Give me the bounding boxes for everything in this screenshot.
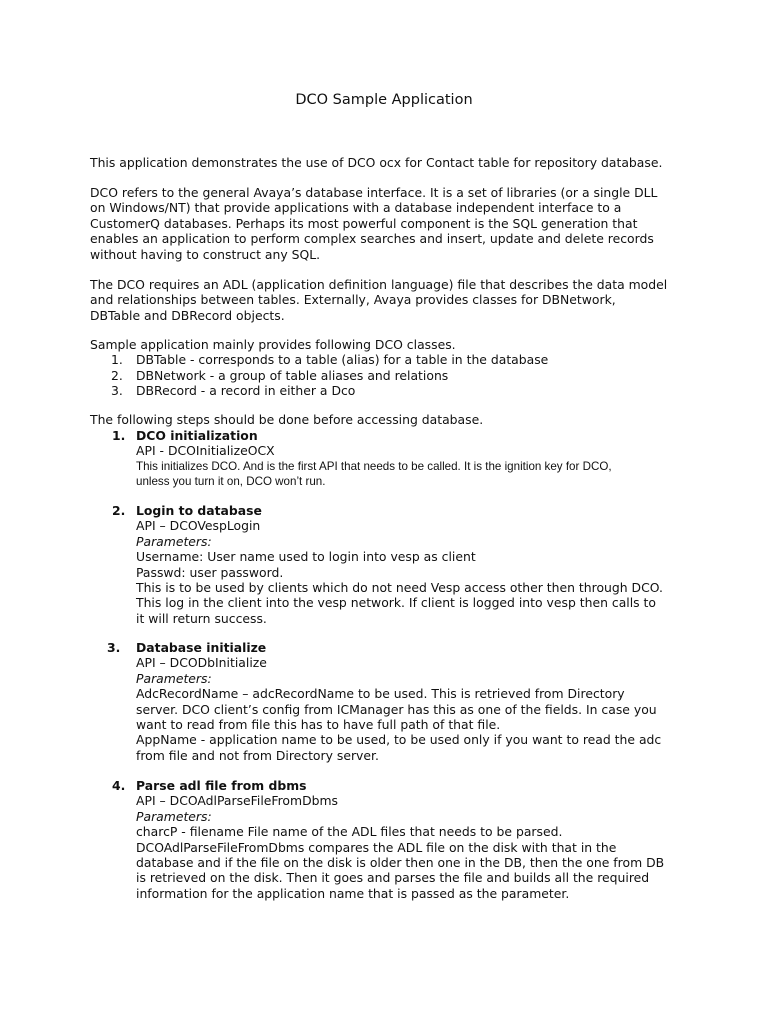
- list-text: DBRecord - a record in either a Dco: [136, 383, 356, 399]
- step-line: it will return success.: [136, 610, 267, 626]
- document-title: DCO Sample Application: [295, 92, 473, 108]
- step-number: 1.: [112, 428, 126, 443]
- list-item: [90, 383, 710, 398]
- paragraph-line: on Windows/NT) that provide applications with a database independent interface to a: [90, 200, 622, 216]
- step-line: Username: User name used to login into vesp as client: [136, 549, 476, 565]
- adl-paragraph: [90, 277, 710, 323]
- paragraph-line: CustomerQ databases. Perhaps its most powerful component is the SQL generation that: [90, 215, 638, 231]
- paragraph-line: DCO refers to the general Avaya’s database interface. It is a set of libraries (or a single DLL: [90, 185, 658, 200]
- step-line: information for the application name that is passed as the parameter.: [136, 885, 570, 901]
- step-database-initialize: [90, 640, 710, 763]
- step-heading: [90, 428, 710, 443]
- intro-paragraph: [90, 155, 710, 170]
- parameters-label: Parameters:: [136, 808, 212, 824]
- step-parse-adl: [90, 778, 710, 901]
- step-heading: [90, 640, 710, 655]
- step-body: [90, 443, 710, 488]
- parameters-label: Parameters:: [136, 533, 212, 549]
- step-line: server. DCO client’s config from ICManager has this as one of the fields. In case you: [136, 701, 657, 717]
- api-name: API – DCOAdlParseFileFromDbms: [136, 793, 339, 809]
- step-desc-line: unless you turn it on, DCO won’t run.: [136, 474, 326, 488]
- step-line: from file and not from Directory server.: [136, 747, 379, 763]
- list-number: 1.: [111, 352, 123, 368]
- step-line: charcP - filename File name of the ADL files that needs to be parsed.: [136, 824, 563, 840]
- dco-description-paragraph: [90, 185, 710, 262]
- step-body: [90, 793, 710, 901]
- list-number: 3.: [111, 383, 123, 399]
- paragraph-line: and relationships between tables. Externally, Avaya provides classes for DBNetwork,: [90, 292, 616, 308]
- api-name: API - DCOInitializeOCX: [136, 443, 275, 459]
- parameters-label: Parameters:: [136, 670, 212, 686]
- step-number: 2.: [112, 503, 126, 518]
- step-line: DCOAdlParseFileFromDbms compares the ADL file on the disk with that in the: [136, 839, 617, 855]
- list-item: [90, 352, 710, 367]
- step-line: AdcRecordName – adcRecordName to be used. This is retrieved from Directory: [136, 686, 625, 702]
- step-title: DCO initialization: [136, 428, 258, 443]
- classes-intro: Sample application mainly provides following DCO classes.: [90, 337, 456, 352]
- step-line: This log in the client into the vesp network. If client is logged into vesp then calls to: [136, 595, 657, 611]
- step-number: 4.: [112, 778, 126, 793]
- steps-intro-line: The following steps should be done before accessing database.: [90, 412, 484, 427]
- list-text: DBNetwork - a group of table aliases and relations: [136, 367, 449, 383]
- step-title: Database initialize: [136, 640, 267, 655]
- list-number: 2.: [111, 367, 123, 383]
- step-body: [90, 655, 710, 763]
- list-item: [90, 368, 710, 383]
- step-dco-initialization: [90, 428, 710, 489]
- step-line: Passwd: user password.: [136, 564, 284, 580]
- step-line: is retrieved on the disk. Then it goes and parses the file and builds all the required: [136, 870, 650, 886]
- classes-section: [90, 337, 710, 399]
- intro-line: This application demonstrates the use of DCO ocx for Contact table for repository database.: [90, 155, 663, 170]
- paragraph-line: enables an application to perform complex searches and insert, update and delete records: [90, 231, 654, 247]
- paragraph-line: DBTable and DBRecord objects.: [90, 307, 285, 323]
- step-line: want to read from file this has to have full path of that file.: [136, 717, 501, 733]
- step-heading: [90, 778, 710, 793]
- step-title: Parse adl file from dbms: [136, 778, 307, 793]
- step-body: [90, 518, 710, 626]
- step-login: [90, 503, 710, 626]
- paragraph-line: without having to construct any SQL.: [90, 246, 321, 262]
- step-title: Login to database: [136, 503, 262, 518]
- api-name: API – DCODbInitialize: [136, 655, 267, 671]
- step-desc-line: This initializes DCO. And is the first API that needs to be called. It is the ignition key for DCO,: [136, 459, 612, 473]
- step-heading: [90, 503, 710, 518]
- step-line: This is to be used by clients which do not need Vesp access other then through DCO.: [136, 580, 663, 596]
- steps-intro: [90, 412, 710, 427]
- step-number: 3.: [107, 640, 121, 655]
- api-name: API – DCOVespLogin: [136, 518, 261, 534]
- step-line: database and if the file on the disk is older then one in the DB, then the one from DB: [136, 855, 665, 871]
- list-text: DBTable - corresponds to a table (alias) for a table in the database: [136, 352, 549, 368]
- paragraph-line: The DCO requires an ADL (application definition language) file that describes the data model: [90, 277, 668, 292]
- step-line: AppName - application name to be used, to be used only if you want to read the adc: [136, 732, 662, 748]
